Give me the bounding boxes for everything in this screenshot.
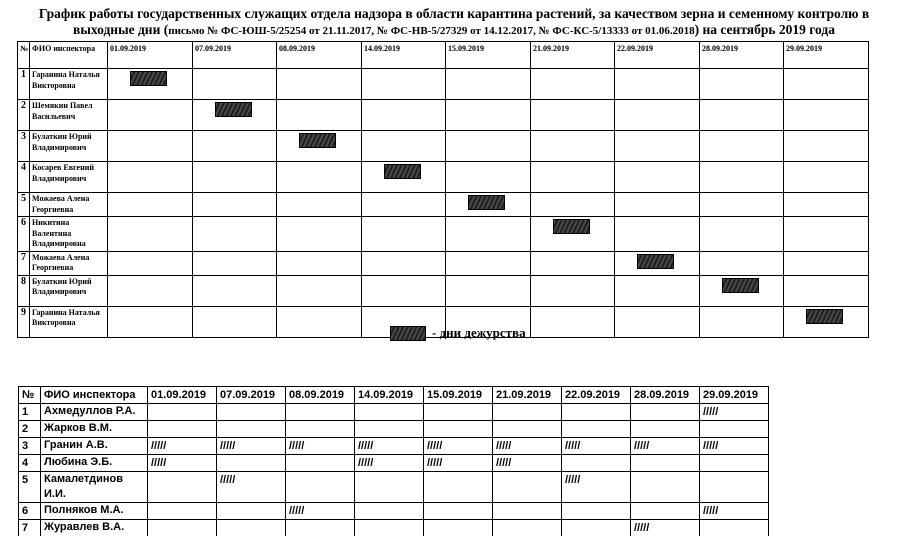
schedule-cell	[446, 217, 531, 252]
title-part2: ) на сентябрь 2019 года	[694, 22, 835, 37]
schedule-cell	[531, 69, 615, 100]
column-header: ФИО инспектора	[30, 42, 108, 69]
schedule-cell	[148, 472, 217, 503]
schedule-cell	[217, 455, 286, 472]
schedule-cell	[193, 162, 277, 193]
schedule-cell	[108, 251, 193, 275]
table-row	[19, 503, 769, 520]
schedule-cell	[217, 404, 286, 421]
column-header: 14.09.2019	[362, 42, 446, 69]
row-number: 7	[18, 251, 30, 275]
row-number: 4	[19, 455, 41, 472]
column-header: 29.09.2019	[784, 42, 869, 69]
inspector-name: Можаева Алена Георгиевна	[30, 251, 108, 275]
schedule-cell	[362, 162, 446, 193]
schedule-cell	[362, 275, 446, 306]
table-row	[18, 193, 869, 217]
schedule-cell: /////	[700, 503, 769, 520]
schedule-cell	[531, 100, 615, 131]
schedule-cell: /////	[631, 520, 700, 536]
schedule-cell: /////	[493, 455, 562, 472]
schedule-cell	[446, 100, 531, 131]
schedule-cell	[277, 100, 362, 131]
schedule-cell	[784, 100, 869, 131]
schedule-cell: /////	[286, 503, 355, 520]
schedule-cell	[493, 404, 562, 421]
schedule-cell	[700, 472, 769, 503]
schedule-cell: /////	[355, 455, 424, 472]
schedule-cell	[362, 251, 446, 275]
schedule-cell	[493, 421, 562, 438]
schedule-cell	[784, 306, 869, 337]
table-row	[19, 455, 769, 472]
schedule-cell	[355, 472, 424, 503]
row-number: 1	[18, 69, 30, 100]
schedule-cell	[784, 193, 869, 217]
schedule-cell	[108, 217, 193, 252]
schedule-cell: /////	[631, 438, 700, 455]
schedule-cell	[700, 162, 784, 193]
schedule-cell	[277, 275, 362, 306]
column-header: 08.09.2019	[277, 42, 362, 69]
schedule-cell: /////	[493, 438, 562, 455]
row-number: 6	[19, 503, 41, 520]
column-header: 28.09.2019	[631, 387, 700, 404]
legend	[390, 324, 526, 342]
schedule-cell	[362, 69, 446, 100]
duty-day-mark	[468, 195, 505, 210]
duty-day-mark	[553, 219, 590, 234]
schedule-cell	[424, 404, 493, 421]
schedule-cell	[446, 69, 531, 100]
schedule-cell	[193, 306, 277, 337]
column-header: 15.09.2019	[446, 42, 531, 69]
schedule-cell: /////	[148, 455, 217, 472]
schedule-cell	[424, 472, 493, 503]
row-number: 5	[18, 193, 30, 217]
schedule-cell	[631, 472, 700, 503]
schedule-cell	[217, 503, 286, 520]
schedule-cell	[615, 251, 700, 275]
column-header: 21.09.2019	[531, 42, 615, 69]
row-number: 7	[19, 520, 41, 536]
schedule-cell	[193, 193, 277, 217]
schedule-cell	[615, 162, 700, 193]
schedule-cell	[286, 421, 355, 438]
schedule-cell	[355, 520, 424, 536]
schedule-cell	[562, 503, 631, 520]
table-row	[19, 520, 769, 536]
schedule-cell	[631, 503, 700, 520]
duty-schedule-table-top	[17, 41, 869, 338]
schedule-cell	[700, 455, 769, 472]
schedule-cell	[362, 131, 446, 162]
schedule-cell	[493, 520, 562, 536]
duty-day-mark	[637, 254, 674, 269]
table-row	[19, 438, 769, 455]
schedule-cell	[148, 421, 217, 438]
inspector-name: Булаткин Юрий Владимирович	[30, 275, 108, 306]
schedule-cell	[784, 69, 869, 100]
schedule-cell	[784, 275, 869, 306]
column-header: 15.09.2019	[424, 387, 493, 404]
table-row	[19, 421, 769, 438]
schedule-cell	[362, 193, 446, 217]
schedule-cell	[631, 455, 700, 472]
column-header: №	[18, 42, 30, 69]
schedule-cell	[531, 162, 615, 193]
inspector-name: Ахмедуллов Р.А.	[41, 404, 148, 421]
schedule-cell	[446, 162, 531, 193]
schedule-cell: /////	[217, 472, 286, 503]
schedule-cell	[531, 306, 615, 337]
column-header: №	[19, 387, 41, 404]
column-header: 01.09.2019	[148, 387, 217, 404]
column-header: 21.09.2019	[493, 387, 562, 404]
schedule-cell	[277, 306, 362, 337]
table-row	[18, 251, 869, 275]
schedule-cell	[277, 217, 362, 252]
schedule-cell	[108, 162, 193, 193]
schedule-cell	[700, 520, 769, 536]
schedule-cell: /////	[700, 438, 769, 455]
inspector-name: Жарков В.М.	[41, 421, 148, 438]
schedule-cell	[424, 421, 493, 438]
schedule-cell: /////	[424, 438, 493, 455]
duty-day-mark	[722, 278, 759, 293]
page-title	[14, 6, 894, 39]
schedule-cell	[424, 520, 493, 536]
schedule-cell	[531, 217, 615, 252]
schedule-cell	[355, 421, 424, 438]
schedule-cell	[531, 275, 615, 306]
schedule-cell	[615, 100, 700, 131]
schedule-cell	[700, 100, 784, 131]
schedule-cell: /////	[562, 472, 631, 503]
schedule-cell	[193, 251, 277, 275]
schedule-cell	[108, 100, 193, 131]
schedule-cell	[631, 421, 700, 438]
schedule-cell	[148, 503, 217, 520]
schedule-cell	[362, 100, 446, 131]
schedule-cell	[615, 69, 700, 100]
schedule-cell	[108, 69, 193, 100]
schedule-cell	[355, 503, 424, 520]
column-header: 01.09.2019	[108, 42, 193, 69]
row-number: 5	[19, 472, 41, 503]
schedule-cell	[615, 306, 700, 337]
schedule-cell	[277, 193, 362, 217]
row-number: 4	[18, 162, 30, 193]
schedule-cell	[531, 131, 615, 162]
column-header: 14.09.2019	[355, 387, 424, 404]
duty-day-mark	[130, 71, 167, 86]
schedule-cell	[562, 421, 631, 438]
table-row	[19, 472, 769, 503]
schedule-cell	[446, 193, 531, 217]
schedule-cell	[446, 275, 531, 306]
inspector-name: Гаранина Наталья Викторовна	[30, 306, 108, 337]
schedule-cell	[531, 251, 615, 275]
schedule-cell	[217, 520, 286, 536]
column-header: 29.09.2019	[700, 387, 769, 404]
schedule-cell	[446, 131, 531, 162]
table-row	[18, 275, 869, 306]
schedule-cell	[193, 69, 277, 100]
inspector-name: Никитина Валентина Владимировна	[30, 217, 108, 252]
inspector-name: Можаева Алена Георгиевна	[30, 193, 108, 217]
schedule-cell	[148, 404, 217, 421]
title-letter-reference: письмо № ФС-ЮШ-5/25254 от 21.11.2017, № ФС-НВ-5/27329 от 14.12.2017, № ФС-КС-5/13333 от 01.06.2018	[168, 25, 695, 37]
duty-schedule-table-bottom	[18, 386, 769, 536]
schedule-cell	[784, 131, 869, 162]
table-row	[18, 162, 869, 193]
schedule-cell	[108, 275, 193, 306]
schedule-cell	[700, 421, 769, 438]
schedule-cell	[108, 193, 193, 217]
column-header: ФИО инспектора	[41, 387, 148, 404]
schedule-cell	[362, 217, 446, 252]
schedule-cell	[784, 251, 869, 275]
schedule-cell: /////	[424, 455, 493, 472]
schedule-cell	[531, 193, 615, 217]
inspector-name: Камалетдинов И.И.	[41, 472, 148, 503]
duty-day-mark	[215, 102, 252, 117]
inspector-name: Гаранина Наталья Викторовна	[30, 69, 108, 100]
schedule-cell: /////	[562, 438, 631, 455]
table-row	[18, 100, 869, 131]
table-row	[19, 404, 769, 421]
column-header: 22.09.2019	[615, 42, 700, 69]
schedule-cell	[493, 472, 562, 503]
schedule-cell	[493, 503, 562, 520]
schedule-cell	[615, 131, 700, 162]
schedule-cell	[615, 217, 700, 252]
inspector-name: Гранин А.В.	[41, 438, 148, 455]
schedule-cell	[784, 217, 869, 252]
row-number: 8	[18, 275, 30, 306]
schedule-cell	[148, 520, 217, 536]
row-number: 6	[18, 217, 30, 252]
legend-label: - дни дежурства	[432, 325, 526, 340]
schedule-cell	[193, 217, 277, 252]
column-header: 08.09.2019	[286, 387, 355, 404]
schedule-cell: /////	[355, 438, 424, 455]
schedule-cell	[700, 306, 784, 337]
schedule-cell	[784, 162, 869, 193]
row-number: 1	[19, 404, 41, 421]
schedule-cell	[615, 193, 700, 217]
schedule-cell	[277, 251, 362, 275]
schedule-cell: /////	[700, 404, 769, 421]
schedule-cell	[700, 193, 784, 217]
schedule-cell	[286, 455, 355, 472]
duty-day-mark	[806, 309, 843, 324]
table-row	[18, 69, 869, 100]
schedule-cell	[108, 306, 193, 337]
schedule-cell	[700, 251, 784, 275]
schedule-cell	[286, 472, 355, 503]
schedule-cell	[562, 404, 631, 421]
column-header: 28.09.2019	[700, 42, 784, 69]
schedule-cell	[424, 503, 493, 520]
table-header-row	[18, 42, 869, 69]
schedule-cell	[615, 275, 700, 306]
schedule-cell	[193, 131, 277, 162]
row-number: 9	[18, 306, 30, 337]
column-header: 22.09.2019	[562, 387, 631, 404]
schedule-cell	[193, 100, 277, 131]
schedule-cell: /////	[286, 438, 355, 455]
table-row	[18, 131, 869, 162]
row-number: 3	[18, 131, 30, 162]
duty-day-mark	[384, 164, 421, 179]
schedule-cell	[562, 455, 631, 472]
schedule-cell	[193, 275, 277, 306]
duty-day-mark	[299, 133, 336, 148]
schedule-cell	[286, 404, 355, 421]
schedule-cell	[700, 275, 784, 306]
inspector-name: Любина Э.Б.	[41, 455, 148, 472]
inspector-name: Полняков М.А.	[41, 503, 148, 520]
schedule-cell	[277, 69, 362, 100]
inspector-name: Булаткин Юрий Владимирович	[30, 131, 108, 162]
schedule-cell	[277, 162, 362, 193]
schedule-cell	[700, 69, 784, 100]
schedule-cell	[286, 520, 355, 536]
inspector-name: Журавлев В.А.	[41, 520, 148, 536]
schedule-cell	[700, 131, 784, 162]
schedule-cell	[562, 520, 631, 536]
column-header: 07.09.2019	[193, 42, 277, 69]
schedule-cell	[355, 404, 424, 421]
schedule-cell	[446, 251, 531, 275]
inspector-name: Шемякин Павел Васильевич	[30, 100, 108, 131]
duty-swatch	[390, 326, 426, 341]
schedule-cell	[108, 131, 193, 162]
inspector-name: Косарев Евгений Владимирович	[30, 162, 108, 193]
schedule-cell	[277, 131, 362, 162]
schedule-cell	[631, 404, 700, 421]
table-header-row	[19, 387, 769, 404]
row-number: 2	[19, 421, 41, 438]
schedule-cell: /////	[217, 438, 286, 455]
column-header: 07.09.2019	[217, 387, 286, 404]
schedule-cell	[217, 421, 286, 438]
title-part1: График работы государственных служащих отдела надзора в области карантина растений, за качеством зерна и семенному контролю в выходные дни (	[38, 6, 870, 37]
schedule-cell	[700, 217, 784, 252]
row-number: 3	[19, 438, 41, 455]
table-row	[18, 217, 869, 252]
row-number: 2	[18, 100, 30, 131]
schedule-cell: /////	[148, 438, 217, 455]
